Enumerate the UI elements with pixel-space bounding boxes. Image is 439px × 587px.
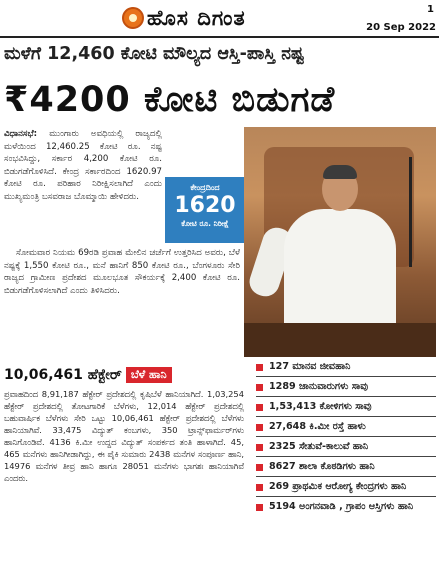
damage-item: 1289 ಜಾನುವಾರುಗಳು ಸಾವು [256,381,436,392]
red-square-icon [256,384,263,391]
photo-hair [323,165,357,179]
article-paragraph-2: ಸೋಮವಾರ ನಿಯಮ 69ರಡಿ ಪ್ರವಾಹ ಮೇಲಿನ ಚರ್ಚೆಗೆ ಉತ್ತರಿಸಿದ ಅವರು, ಬೆಳೆ ನಷ್ಟಕ್ಕೆ 1,550 ಕೋಟಿ ರೂ., ಮನೆ ಹಾನಿಗೆ 850 ಕೋಟಿ ರೂ., ಬೆಂಗಳೂರು ಸೇರಿ ರಾಜ್ಯದ ಗ್ರಾಮೀಣ ಪ್ರದೇಶದ ಮೂಲಭೂತ ಸೌಕರ್ಯಕ್ಕೆ 2,400 ಕೋಟಿ ರೂ. ಬಿಡುಗಡೆಗೊಳಿಸಲಾಗಿದೆ ಎಂದು ತಿಳಿಸಿದರು. [4,248,240,296]
damage-item: 127 ಮಾನವ ಜೀವಹಾನಿ [256,361,436,372]
newspaper-logo [122,5,246,31]
kicker-headline: ಮಳೆಗೆ 12,460 ಕೋಟಿ ಮೌಲ್ಯದ ಆಸ್ತಿ-ಪಾಸ್ತಿ ನಷ್ಟ [4,44,305,64]
central-aid-callout [165,177,245,243]
main-headline: ₹4200 ಕೋಟಿ ಬಿಡುಗಡೆ [4,80,336,120]
list-divider [256,476,436,477]
masthead-divider [0,36,439,38]
list-divider [256,416,436,417]
red-square-icon [256,484,263,491]
damage-item: 27,648 ಕಿ.ಮೀ ರಸ್ತೆ ಹಾಳು [256,421,436,432]
chief-minister-photo [244,127,436,357]
damage-item: 269 ಪ್ರಾಥಮಿಕ ಆರೋಗ್ಯ ಕೇಂದ್ರಗಳು ಹಾನಿ [256,481,436,492]
list-divider [256,496,436,497]
red-square-icon [256,404,263,411]
article-bottom [4,388,244,484]
damage-list [256,361,436,512]
callout-number: 1620 [174,193,236,218]
list-divider [256,436,436,437]
list-divider [256,396,436,397]
list-divider [256,456,436,457]
callout-line-1: ಕೇಂದ್ರದಿಂದ [190,183,220,192]
dateline: ವಿಧಾನಸಭೆ: [4,129,38,139]
callout-line-3: ಕೋಟಿ ರೂ. ನಿರೀಕ್ಷೆ [181,219,229,228]
article-paragraph-3: ಪ್ರವಾಹದಿಂದ 8,91,187 ಹೆಕ್ಟೇರ್ ಪ್ರದೇಶದಲ್ಲಿ ಕೃಷಿಬೆಳೆ ಹಾನಿಯಾಗಿದೆ. 1,03,254 ಹೆಕ್ಟೇರ್ ಪ್ರದೇಶದಲ್ಲಿ ತೋಟಗಾರಿಕೆ ಬೆಳೆಗಳು, 12,014 ಹೆಕ್ಟೇರ್ ಪ್ರದೇಶದಲ್ಲಿ ಬಹುವಾರ್ಷಿಕ ಬೆಳೆಗಳು ಸೇರಿ ಒಟ್ಟು 10,06,461 ಹೆಕ್ಟೇರ್ ಪ್ರದೇಶದಲ್ಲಿ ಬೆಳೆಗಳು ಹಾನಿಯಾಗಿವೆ. 33,475 ವಿದ್ಯುತ್ ಕಂಬಗಳು, 350 ಟ್ರಾನ್ಸ್‌ಫಾರ್ಮರ್‌ಗಳು ಹಾನಿಗೊಂಡಿವೆ. 4136 ಕಿ.ಮೀ ಉದ್ದದ ವಿದ್ಯುತ್ ಸಂಪರ್ಕದ ತಂತಿ ಹಾಳಾಗಿದೆ. 45, 465 ಮನೆಗಳು ಹಾನಿಗೀಡಾಗಿದ್ದು, ಈ ಪೈಕಿ ಸುಮಾರು 2438 ಮನೆಗಳ ಸಂಪೂರ್ಣ ಹಾನಿ, 14976 ಮನೆಗಳ ತೀವ್ರ ಹಾನಿ ಹಾಗೂ 28051 ಮನೆಗಳು ಭಾಗಶಃ ಹಾನಿಯಾಗಿವೆ ಎಂದರು. [4,389,244,483]
damage-item: 2325 ಸೇತುವೆ-ಕಾಲುವೆ ಹಾನಿ [256,441,436,452]
damage-item: 1,53,413 ಕೋಳಿಗಳು ಸಾವು [256,401,436,412]
photo-desk [244,323,436,357]
photo-microphone [409,157,412,267]
red-square-icon [256,444,263,451]
damage-item: 8627 ಶಾಲಾ ಕೊಠಡಿಗಳು ಹಾನಿ [256,461,436,472]
logo-text: ಹೊಸ ದಿಗಂತ [147,5,246,30]
list-divider [256,376,436,377]
crop-damage-subhead [4,366,172,384]
red-square-icon [256,424,263,431]
issue-date: 20 Sep 2022 [366,22,436,33]
masthead [0,0,439,36]
damage-item: 5194 ಅಂಗನವಾಡಿ , ಗ್ರಾಪಂ ಆಸ್ತಿಗಳು ಹಾನಿ [256,501,436,512]
crop-damage-area: 10,06,461 ಹೆಕ್ಟೇರ್ [4,367,122,383]
red-square-icon [256,364,263,371]
crop-damage-label: ಬೆಳೆ ಹಾನಿ [126,367,172,383]
sun-logo-icon [122,7,144,29]
red-square-icon [256,464,263,471]
red-square-icon [256,504,263,511]
page-number: 1 [427,4,434,15]
paragraph-1-text: ಮುಂಗಾರು ಅವಧಿಯಲ್ಲಿ ರಾಜ್ಯದಲ್ಲಿ ಮಳೆಯಿಂದ 12,460.25 ಕೋಟಿ ರೂ. ನಷ್ಟ ಸಂಭವಿಸಿದ್ದು, ಸರ್ಕಾರ 4,200 ಕೋಟಿ ರೂ. ಬಿಡುಗಡೆಗೊಳಿಸಿದೆ. ಕೇಂದ್ರ ಸರ್ಕಾರದಿಂದ 1620.97 ಕೋಟಿ ರೂ. ಪರಿಹಾರ ನಿರೀಕ್ಷಿಸಲಾಗಿದೆ ಎಂದು ಮುಖ್ಯಮಂತ್ರಿ ಬಸವರಾಜ ಬೊಮ್ಮಾಯಿ ಹೇಳಿದರು. [4,129,162,202]
